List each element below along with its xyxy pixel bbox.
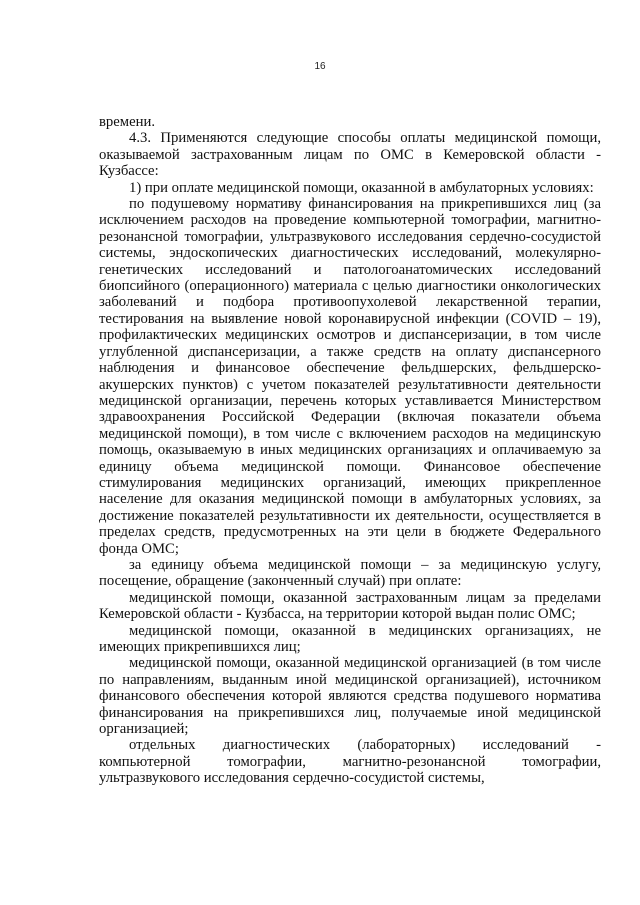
paragraph: 4.3. Применяются следующие способы оплаты медицинской помощи, оказываемой застрахованным лицам по ОМС в Кемеровской области - Кузбассе: [99,130,601,180]
paragraph: отдельных диагностических (лабораторных) исследований - компьютерной томографии, магнитно-резонансной томографии, ультразвукового исследования сердечно-сосудистой системы, [99,737,601,787]
paragraph: медицинской помощи, оказанной в медицинских организациях, не имеющих прикрепившихся лиц; [99,622,601,655]
paragraph: времени. [99,114,156,130]
paragraph: медицинской помощи, оказанной застрахованным лицам за пределами Кемеровской области - Кузбасса, на территории которой выдан полис ОМС; [99,589,601,623]
paragraph: за единицу объема медицинской помощи – за медицинскую услугу, посещение, обращение (законченный случай) при оплате: [99,556,601,590]
paragraph: медицинской помощи, оказанной медицинской организацией (в том числе по направлениям, выданным иной медицинской организацией), источником финансового обеспечения которой являются средства подушевого норматива финансирования на прикрепившихся лиц, получаемые иной медицинской организацией; [99,655,601,738]
document-body [99,114,601,787]
paragraph: 1) при оплате медицинской помощи, оказанной в амбулаторных условиях: [129,179,594,196]
page-number: 16 [314,61,326,72]
paragraph: по подушевому нормативу финансирования на прикрепившихся лиц (за исключением расходов на проведение компьютерной томографии, магнитно-резонансной томографии, ультразвукового исследования сердечно-сосудистой системы, эндоскопических диагностических исследований, молекулярно-генетических исследований и патологоанатомических исследований биопсийного (операционного) материала с целью диагностики онкологических заболеваний и подбора противоопухолевой лекарственной терапии, тестирования на выявление новой коронавирусной инфекции (COVID – 19), профилактических медицинских осмотров и диспансеризации, в том числе углубленной диспансеризации, а также средств на оплату диспансерного наблюдения и финансовое обеспечение фельдшерских, фельдшерско-акушерских пунктов) с учетом показателей результативности деятельности медицинской организации, перечень которых уставливается Министерством здравоохранения Российской Федерации (включая показатели объема медицинской помощи), в том числе с включением расходов на медицинскую помощь, оказываемую в иных медицинских организациях и оплачиваемую за единицу объема медицинской помощи. Финансовое обеспечение стимулирования медицинских организаций, имеющих прикрепленное население для оказания медицинской помощи в амбулаторных условиях, за достижение показателей результативности их деятельности, осуществляется в пределах средств, предусмотренных на эти цели в бюджете Федерального фонда ОМС; [99,196,601,557]
